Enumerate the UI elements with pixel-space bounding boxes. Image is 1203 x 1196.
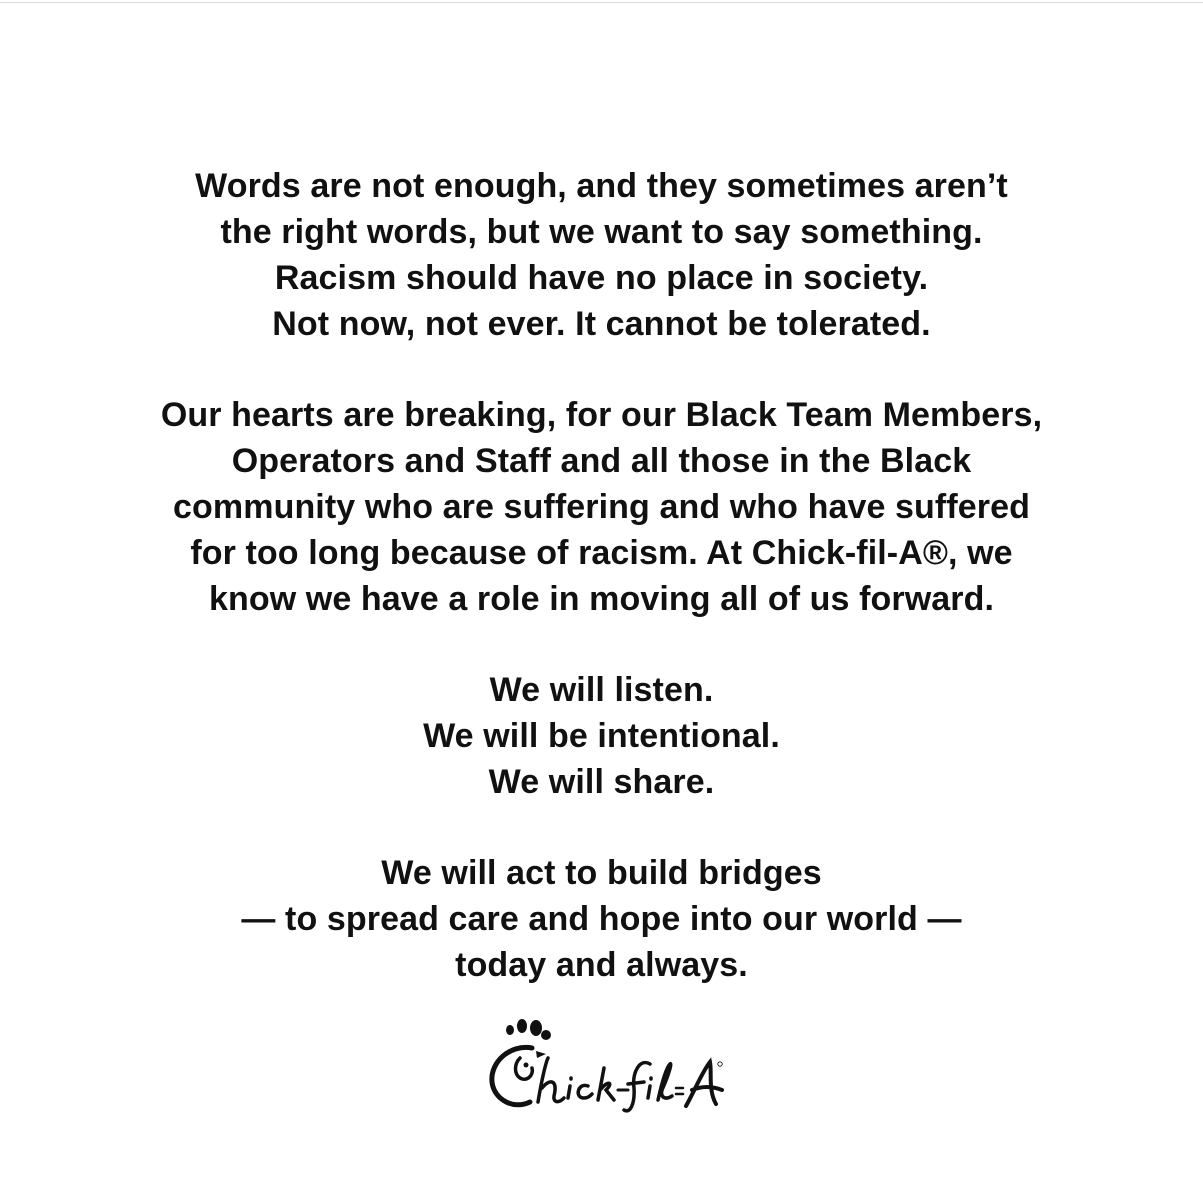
statement-line: know we have a role in moving all of us forward. (208, 580, 995, 618)
top-divider (0, 2, 1203, 3)
paragraph-hearts (0, 392, 1203, 622)
statement-line: community who are suffering and who have suffered (173, 488, 1030, 526)
statement-line: the right words, but we want to say something. (220, 213, 983, 251)
statement-line: Not now, not ever. It cannot be tolerated. (272, 305, 931, 343)
statement-line: Our hearts are breaking, for our Black Team Members, (160, 396, 1043, 434)
statement-line: We will listen. (489, 671, 714, 709)
statement-line: today and always. (455, 946, 748, 984)
chick-fil-a-logo (480, 1018, 730, 1118)
paragraph-opening (0, 163, 1203, 347)
statement-line: for too long because of racism. At Chick-fil-A®, we (190, 534, 1013, 572)
statement-line: We will be intentional. (423, 717, 780, 755)
paragraph-commitments (0, 667, 1203, 805)
chick-fil-a-logo-icon (480, 1018, 730, 1118)
paragraph-closing (0, 850, 1203, 988)
statement-line: Operators and Staff and all those in the Black (231, 442, 972, 480)
statement-line: We will share. (488, 763, 715, 801)
statement (0, 163, 1203, 1033)
statement-line: Racism should have no place in society. (274, 259, 929, 297)
statement-line: Words are not enough, and they sometimes aren’t (195, 167, 1008, 205)
statement-line: — to spread care and hope into our world — (241, 900, 962, 938)
statement-line: We will act to build bridges (381, 854, 822, 892)
